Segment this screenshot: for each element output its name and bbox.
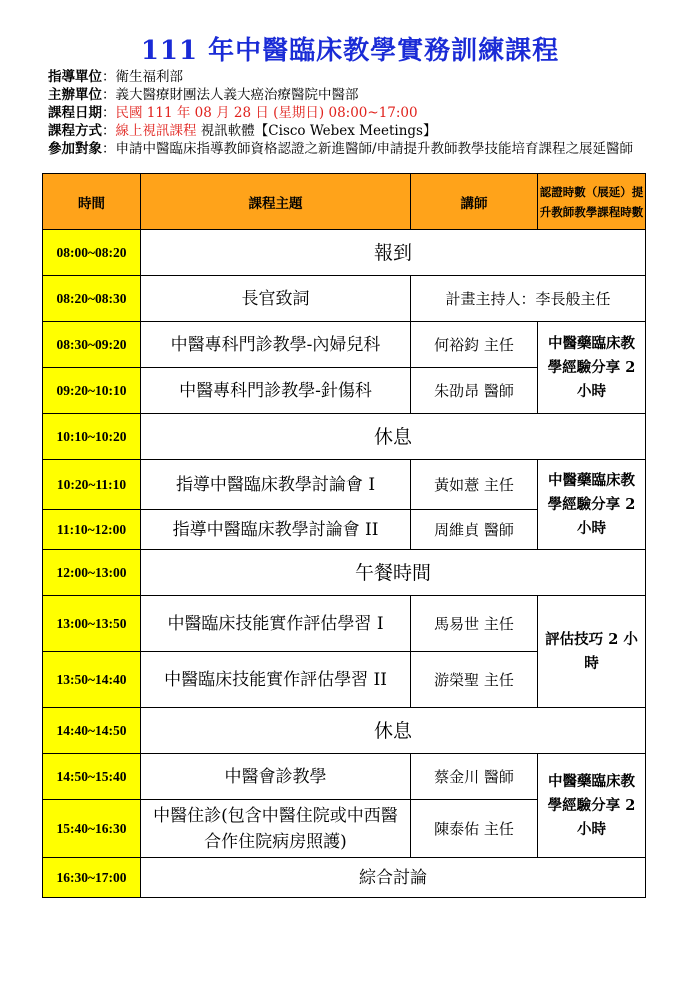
organizer-value: 衛生福利部 xyxy=(115,69,183,85)
row-subject: 中醫會診教學 xyxy=(141,754,411,800)
host-label: 主辦單位 xyxy=(48,87,102,103)
row-lecturer: 馬易世 主任 xyxy=(411,596,538,652)
audience-label: 參加對象 xyxy=(48,141,102,157)
row-time: 16:30~17:00 xyxy=(43,858,141,898)
mode-label: 課程方式 xyxy=(48,123,102,139)
table-row xyxy=(43,230,646,276)
row-time: 11:10~12:00 xyxy=(43,510,141,550)
organizer-line: 指導單位：衛生福利部 xyxy=(48,69,183,85)
row-lecturer: 蔡金川 醫師 xyxy=(411,754,538,800)
row-time: 15:40~16:30 xyxy=(43,800,141,858)
table-row xyxy=(43,708,646,754)
header-time: 時間 xyxy=(43,174,141,230)
row-subject: 休息 xyxy=(141,708,646,754)
row-time: 14:40~14:50 xyxy=(43,708,141,754)
audience-value: 申請中醫臨床指導教師資格認證之新進醫師/申請提升教師教學技能培育課程之展延醫師 xyxy=(115,141,634,157)
row-subject: 中醫專科門診教學-針傷科 xyxy=(141,368,411,414)
row-subject: 指導中醫臨床教學討論會 I xyxy=(141,460,411,510)
row-subject: 長官致詞 xyxy=(141,276,411,322)
table-row xyxy=(43,550,646,596)
table-row xyxy=(43,322,646,368)
row-lecturer: 黃如薏 主任 xyxy=(411,460,538,510)
mode-rest: 視訊軟體【Cisco Webex Meetings】 xyxy=(196,123,437,139)
row-time: 13:00~13:50 xyxy=(43,596,141,652)
hours-block: 評估技巧 2 小時 xyxy=(538,596,646,708)
row-time: 12:00~13:00 xyxy=(43,550,141,596)
row-lecturer: 陳泰佑 主任 xyxy=(411,800,538,858)
hours-block: 中醫藥臨床教學經驗分享 2 小時 xyxy=(538,460,646,550)
row-time: 08:00~08:20 xyxy=(43,230,141,276)
table-row xyxy=(43,414,646,460)
hours-block: 中醫藥臨床教學經驗分享 2 小時 xyxy=(538,754,646,858)
row-time: 10:10~10:20 xyxy=(43,414,141,460)
row-subject: 中醫住診(包含中醫住院或中西醫合作住院病房照護) xyxy=(141,800,411,858)
row-time: 08:30~09:20 xyxy=(43,322,141,368)
header-subject: 課程主題 xyxy=(141,174,411,230)
date-line: 課程日期：民國 111 年 08 月 28 日 (星期日) 08:00~17:00 xyxy=(48,105,418,121)
table-row xyxy=(43,596,646,652)
table-row xyxy=(43,460,646,510)
table-row xyxy=(43,276,646,322)
table-row xyxy=(43,754,646,800)
audience-line: 參加對象：申請中醫臨床指導教師資格認證之新進醫師/申請提升教師教學技能培育課程之展延醫師 xyxy=(48,141,634,157)
row-time: 14:50~15:40 xyxy=(43,754,141,800)
header-lecturer: 講師 xyxy=(411,174,538,230)
mode-highlight: 線上視訊課程 xyxy=(115,123,197,139)
row-subject: 午餐時間 xyxy=(141,550,646,596)
header-hours: 認證時數（展延）提升教師教學課程時數 xyxy=(538,174,646,230)
row-time: 10:20~11:10 xyxy=(43,460,141,510)
organizer-label: 指導單位 xyxy=(48,69,102,85)
row-subject: 中醫臨床技能實作評估學習 II xyxy=(141,652,411,708)
row-lecturer: 周維貞 醫師 xyxy=(411,510,538,550)
row-lecturer: 計畫主持人：李長般主任 xyxy=(411,276,646,322)
date-value: 民國 111 年 08 月 28 日 (星期日) 08:00~17:00 xyxy=(115,105,418,121)
table-header-row xyxy=(43,174,646,230)
row-subject: 中醫專科門診教學-內婦兒科 xyxy=(141,322,411,368)
table-row xyxy=(43,858,646,898)
host-line: 主辦單位：義大醫療財團法人義大癌治療醫院中醫部 xyxy=(48,87,359,103)
row-lecturer: 何裕鈞 主任 xyxy=(411,322,538,368)
schedule-table xyxy=(42,173,646,898)
row-time: 13:50~14:40 xyxy=(43,652,141,708)
row-subject: 休息 xyxy=(141,414,646,460)
row-time: 08:20~08:30 xyxy=(43,276,141,322)
row-lecturer: 游榮聖 主任 xyxy=(411,652,538,708)
host-value: 義大醫療財團法人義大癌治療醫院中醫部 xyxy=(115,87,359,103)
row-subject: 指導中醫臨床教學討論會 II xyxy=(141,510,411,550)
row-subject: 中醫臨床技能實作評估學習 I xyxy=(141,596,411,652)
row-time: 09:20~10:10 xyxy=(43,368,141,414)
row-subject: 報到 xyxy=(141,230,646,276)
mode-line: 課程方式：線上視訊課程 視訊軟體【Cisco Webex Meetings】 xyxy=(48,123,437,139)
row-subject: 綜合討論 xyxy=(141,858,646,898)
hours-block: 中醫藥臨床教學經驗分享 2 小時 xyxy=(538,322,646,414)
row-lecturer: 朱劭昂 醫師 xyxy=(411,368,538,414)
date-label: 課程日期 xyxy=(48,105,102,121)
page-title: 111 年中醫臨床教學實務訓練課程 xyxy=(140,36,560,66)
